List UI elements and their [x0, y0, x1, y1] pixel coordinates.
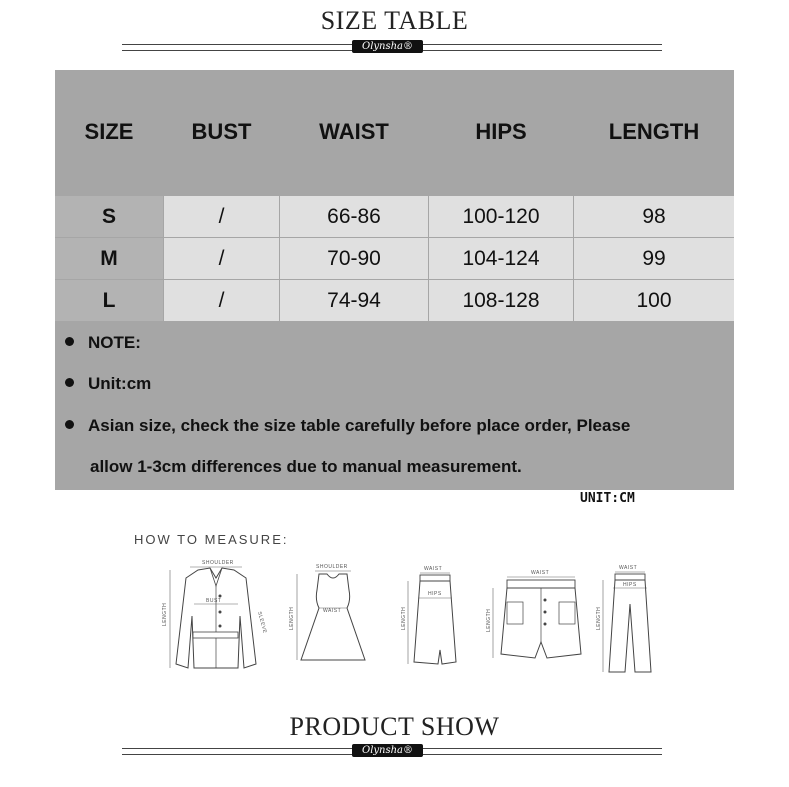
length-label: LENGTH	[401, 606, 407, 630]
asian-size-note	[65, 416, 630, 436]
skirt-measure-figure	[402, 560, 472, 677]
jacket-measure-figure	[160, 556, 275, 681]
length-label: LENGTH	[596, 606, 602, 630]
sleeve-label: SLEEVE	[256, 610, 268, 635]
waist-label: WAIST	[619, 565, 638, 571]
shoulder-label: SHOULDER	[202, 560, 234, 566]
shorts-measure-figure	[485, 562, 595, 671]
bust-cell: /	[164, 280, 279, 321]
bust-label: BUST	[206, 598, 222, 604]
column-header-waist: WAIST	[319, 119, 389, 144]
table-row	[55, 238, 734, 279]
unit-label: UNIT:CM	[580, 491, 635, 506]
shoulder-label: SHOULDER	[316, 564, 348, 570]
hips-cell: 104-124	[429, 238, 573, 279]
length-label: LENGTH	[486, 608, 492, 632]
waist-cell: 66-86	[280, 196, 428, 237]
column-header-size: SIZE	[84, 119, 134, 144]
pants-icon	[595, 560, 655, 678]
hips-label: HIPS	[623, 582, 637, 588]
asian-size-note-line2: allow 1-3cm differences due to manual measurement.	[90, 457, 522, 476]
size-cell: L	[55, 280, 163, 321]
unit-note-text: Unit:cm	[88, 374, 152, 393]
jacket-icon	[160, 556, 275, 676]
brand-badge: Olynsha®	[352, 744, 423, 757]
hips-cell: 100-120	[429, 196, 573, 237]
bullet-icon	[65, 378, 74, 387]
length-label: LENGTH	[162, 602, 168, 626]
note-heading	[65, 333, 141, 353]
size-table-banner	[0, 6, 789, 36]
dress-measure-figure	[285, 560, 380, 675]
bust-cell: /	[164, 196, 279, 237]
dress-icon	[285, 560, 380, 670]
table-row	[55, 280, 734, 321]
shorts-icon	[485, 562, 595, 666]
size-cell: M	[55, 238, 163, 279]
waist-label: WAIST	[531, 570, 550, 576]
table-row	[55, 196, 734, 237]
unit-note	[65, 374, 151, 394]
column-header-bust: BUST	[191, 119, 252, 144]
size-table	[55, 70, 734, 490]
waist-cell: 74-94	[280, 280, 428, 321]
bullet-icon	[65, 420, 74, 429]
length-cell: 98	[574, 196, 734, 237]
note-label: NOTE:	[88, 333, 141, 352]
hips-cell: 108-128	[429, 280, 573, 321]
length-cell: 100	[574, 280, 734, 321]
asian-size-note-line1: Asian size, check the size table carefully before place order, Please	[88, 416, 631, 435]
size-cell: S	[55, 196, 163, 237]
waist-cell: 70-90	[280, 238, 428, 279]
hips-label: HIPS	[428, 591, 442, 597]
waist-label: WAIST	[323, 608, 342, 614]
length-label: LENGTH	[289, 606, 295, 630]
column-header-length: LENGTH	[608, 119, 700, 144]
bullet-icon	[65, 337, 74, 346]
skirt-icon	[402, 560, 472, 672]
column-header-hips: HIPS	[475, 119, 527, 144]
bust-cell: /	[164, 238, 279, 279]
product-show-banner	[0, 712, 789, 742]
length-cell: 99	[574, 238, 734, 279]
brand-badge: Olynsha®	[352, 40, 423, 53]
waist-label: WAIST	[424, 566, 443, 572]
pants-measure-figure	[595, 560, 655, 683]
how-to-measure-label: HOW TO MEASURE:	[134, 532, 289, 547]
table-header	[55, 70, 734, 194]
product-show-title: PRODUCT SHOW	[289, 712, 500, 741]
size-table-title: SIZE TABLE	[320, 6, 469, 35]
